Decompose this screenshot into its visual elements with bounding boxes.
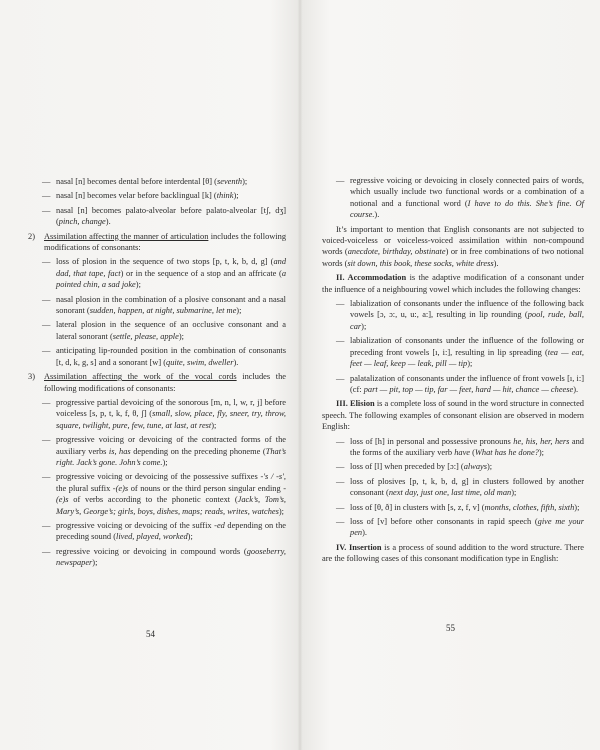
top-list (322, 175, 584, 221)
list-item: — lateral plosion in the sequence of an occlusive consonant and a lateral sonorant (settle, please, apple); (42, 320, 286, 341)
accommodation-paragraph: II. Accommodation is the adaptive modification of a consonant under the influence of a neighbouring vowel which includes the following changes: (322, 273, 584, 294)
list-item: — loss of [l] when preceded by [ɔ:] (always); (336, 462, 493, 472)
list-item: — anticipating lip-rounded position in the combination of consonants [t, d, k, g, s] and a sonorant [w] (quite, swim, dweller). (42, 346, 286, 367)
list-item: — palatalization of consonants under the influence of front vowels [ı, i:] (cf: part — pit, top — tip, far — feet, hard — hit, chance — cheese). (336, 373, 584, 394)
list-item: — regressive voicing or devoicing in closely connected pairs of words, which usually include two functional words or a combination of a notional and a functional word (I have to do this. She’s fine. Of course.). (336, 176, 584, 220)
list-item: — progressive voicing or devoicing of the suffix -ed depending on the preceding sound (lived, played, worked); (42, 520, 286, 542)
list-item: — loss of plosion in the sequence of two stops [p, t, k, b, d, g] (and dad, that tape, fact) or in the sequence of a stop and an affricate (a pointed chin, a sad joke); (42, 257, 286, 290)
list-item: — nasal [n] becomes palato-alveolar before palato-alveolar [tʃ, dʒ] (pinch, change). (42, 205, 286, 227)
section-2-heading: 2) Assimilation affecting the manner of articulation includes the following modifications of consonants: (28, 231, 287, 253)
paragraph: It’s important to mention that English consonants are not subjected to voiced-voiceless or voiceless-voiced assimilation within non-compound words (anecdote, birthday, obstinate) or in free combinations of two notional words (sit down, this book, these socks, white dress). (322, 224, 585, 268)
list-item: — progressive partial devoicing of the sonorous [m, n, l, w, r, j] before voiceless [s, p, t, k, f, θ, ʃ] (small, slow, place, fly, sneer, try, throw, square, twilight, pure, few, tune, at last, at rest); (42, 397, 286, 430)
elision-list (322, 436, 584, 539)
list-item: — nasal [n] becomes velar before backlingual [k] (think); (42, 191, 239, 201)
right-column (322, 175, 584, 568)
section-2-list (28, 256, 286, 368)
list-item: — loss of plosives [p, t, k, b, d, g] in clusters followed by another consonant (next day, just one, last time, old man); (336, 476, 584, 498)
left-column (28, 176, 286, 572)
insertion-paragraph: IV. Insertion is a process of sound addition to the word structure. There are the following cases of this consonant modification type in English: (322, 542, 584, 564)
list-item: — labialization of consonants under the influence of the following or preceding front vowels [ı, i:], resulting in lip spreading (tea — eat, feet — leaf, keep — leak, pill — tip); (336, 336, 584, 369)
section-3-list (28, 397, 286, 569)
elision-paragraph: III. Elision is a complete loss of sound in the word structure in connected speech. The following examples of consonant elision are observed in modern English: (322, 399, 584, 432)
list-item: — loss of [v] before other consonants in rapid speech (give me your pen). (336, 516, 584, 538)
list-item: — loss of [θ, ð] in clusters with [s, z, f, v] (months, clothes, fifth, sixth); (336, 502, 580, 512)
list-item: — nasal plosion in the combination of a plosive consonant and a nasal sonorant (sudden, happen, at night, submarine, let me); (42, 294, 286, 316)
list-item: — progressive voicing or devoicing of the possessive suffixes -'s / -s', the plural suffix -(e)s of nouns or the third person singular ending -(e)s of verbs according to the phonetic context (Jack’s, Tom’s, Mary’s, George’s; girls, boys, dishes, maps; reads, writes, watches); (42, 472, 287, 516)
list-item: — loss of [h] in personal and possessive pronouns he, his, her, hers and the forms of the auxiliary verb have (What has he done?); (336, 436, 584, 457)
list-item: — progressive voicing or devoicing of the contracted forms of the auxiliary verbs is, has depending on the preceding phoneme (That’s right. Jack’s gone. John’s come.); (42, 435, 286, 467)
section-3-heading: 3) Assimilation affecting the work of the vocal cords includes the following modifications of consonants: (28, 372, 286, 393)
nasal-list (28, 176, 286, 228)
right-page (300, 0, 600, 750)
list-item: — regressive voicing or devoicing in compound words (gooseberry, newspaper); (42, 546, 286, 568)
accommodation-list (322, 298, 584, 395)
page-number: 55 (446, 623, 455, 633)
list-item: — nasal [n] becomes dental before interdental [θ] (seventh); (42, 177, 248, 186)
list-item: — labialization of consonants under the influence of the following back vowels [ɔ, ɔ:, u, u:, a:], resulting in lip rounding (pool, rude, ball, car); (336, 299, 584, 331)
page-number: 54 (146, 629, 155, 639)
